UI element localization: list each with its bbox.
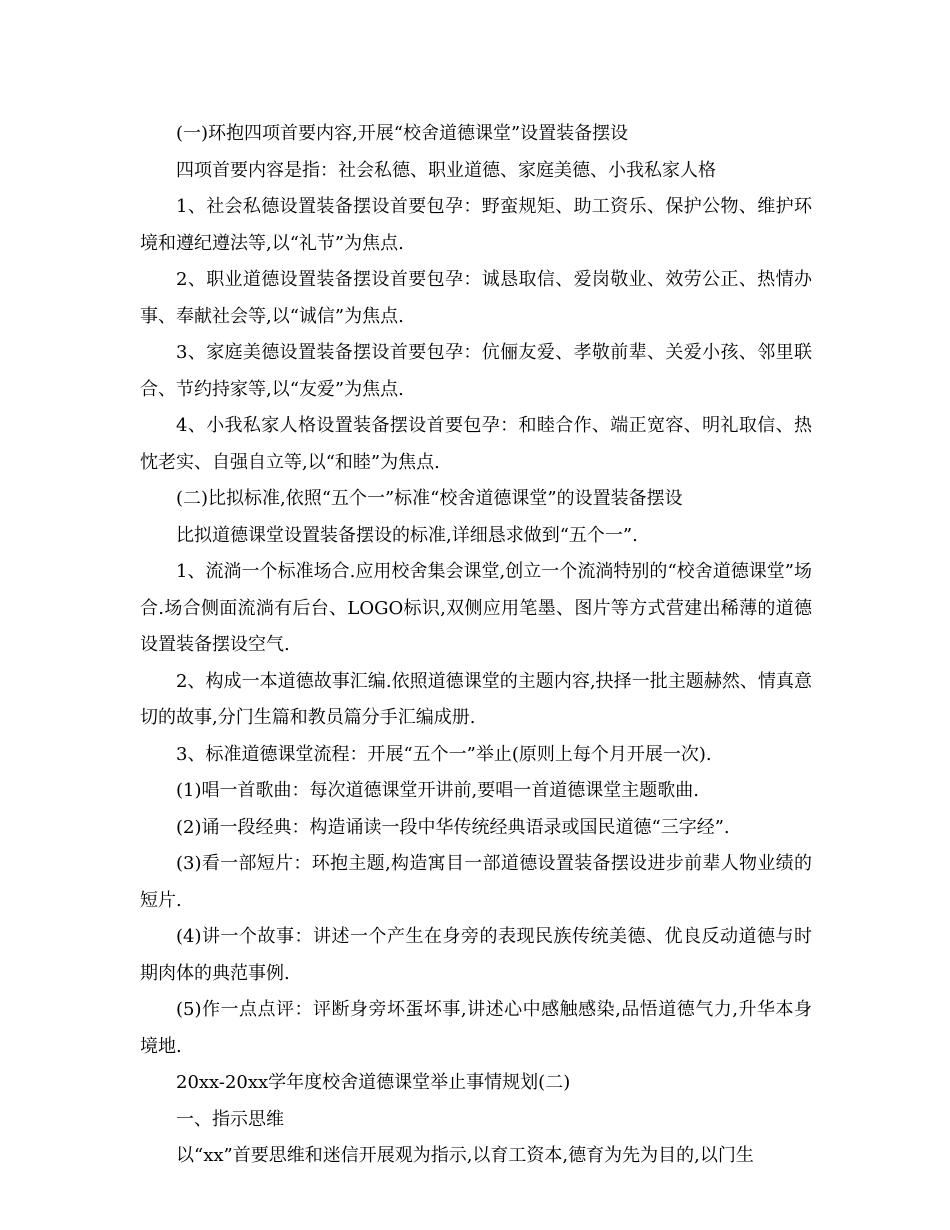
section-heading-guiding-thought: 一、指示思维 [176,1108,284,1130]
paragraph-guiding-thought: 以“xx”首要思维和迷信开展观为指示,以育工资本,德育为先为目的,以门生 [176,1145,754,1166]
list-item-recite-classic: (2)诵一段经典：构造诵读一段中华传统经典语录或国民道德“三字经”. [176,816,730,838]
paragraph-story-collection: 2、构成一本道德故事汇编.依照道德课堂的主题内容,抉择一批主题赫然、情真意切的故事,分门生篇和教员篇分手汇编成册. [140,670,812,728]
list-item-sing-song: (1)唱一首歌曲：每次道德课堂开讲前,要唱一首道德课堂主题歌曲. [176,780,699,801]
paragraph-personal-character: 4、小我私家人格设置装备摆设首要包孕：和睦合作、端正宽容、明礼取信、热忱老实、自强自立等,以“和睦”为焦点. [140,415,812,473]
list-item-watch-film: (3)看一部短片：环抱主题,构造寓目一部道德设置装备摆设进步前辈人物业绩的短片. [140,853,812,911]
paragraph-venue: 1、流淌一个标准场合.应用校舍集会课堂,创立一个流淌特别的“校舍道德课堂”场合.场合侧面流淌有后台、LOGO标识,双侧应用笔墨、图片等方式营建出稀薄的道德设置装备摆设空气. [140,561,812,655]
section-heading-1: (一)环抱四项首要内容,开展“校舍道德课堂”设置装备摆设 [176,123,629,144]
paragraph-professional-ethics: 2、职业道德设置装备摆设首要包孕：诚恳取信、爱岗敬业、效劳公正、热情办事、奉献社会等,以“诚信”为焦点. [140,269,812,327]
list-item-comment: (5)作一点点评：评断身旁坏蛋坏事,讲述心中感触感染,品悟道德气力,升华本身境地. [140,999,812,1057]
plan-title-2: 20xx-20xx学年度校舍道德课堂举止事情规划(二) [176,1072,571,1093]
section-heading-2: (二)比拟标准,依照“五个一”标准“校舍道德课堂”的设置装备摆设 [176,488,683,509]
paragraph-five-ones-intro: 比拟道德课堂设置装备摆设的标准,详细恳求做到“五个一”. [176,524,638,546]
list-item-tell-story: (4)讲一个故事：讲述一个产生在身旁的表现民族传统美德、优良反动道德与时期肉体的典范事例. [140,926,812,984]
paragraph-social-morality: 1、社会私德设置装备摆设首要包孕：野蛮规矩、助工资乐、保护公物、维护环境和遵纪遵法等,以“礼节”为焦点. [140,196,812,254]
paragraph-class-process: 3、标准道德课堂流程：开展“五个一”举止(原则上每个月开展一次). [176,743,712,765]
paragraph-four-contents: 四项首要内容是指：社会私德、职业道德、家庭美德、小我私家人格 [176,159,716,181]
document-body [140,116,812,1175]
paragraph-family-virtue: 3、家庭美德设置装备摆设首要包孕：伉俪友爱、孝敬前辈、关爱小孩、邻里联合、节约持家等,以“友爱”为焦点. [140,342,812,400]
